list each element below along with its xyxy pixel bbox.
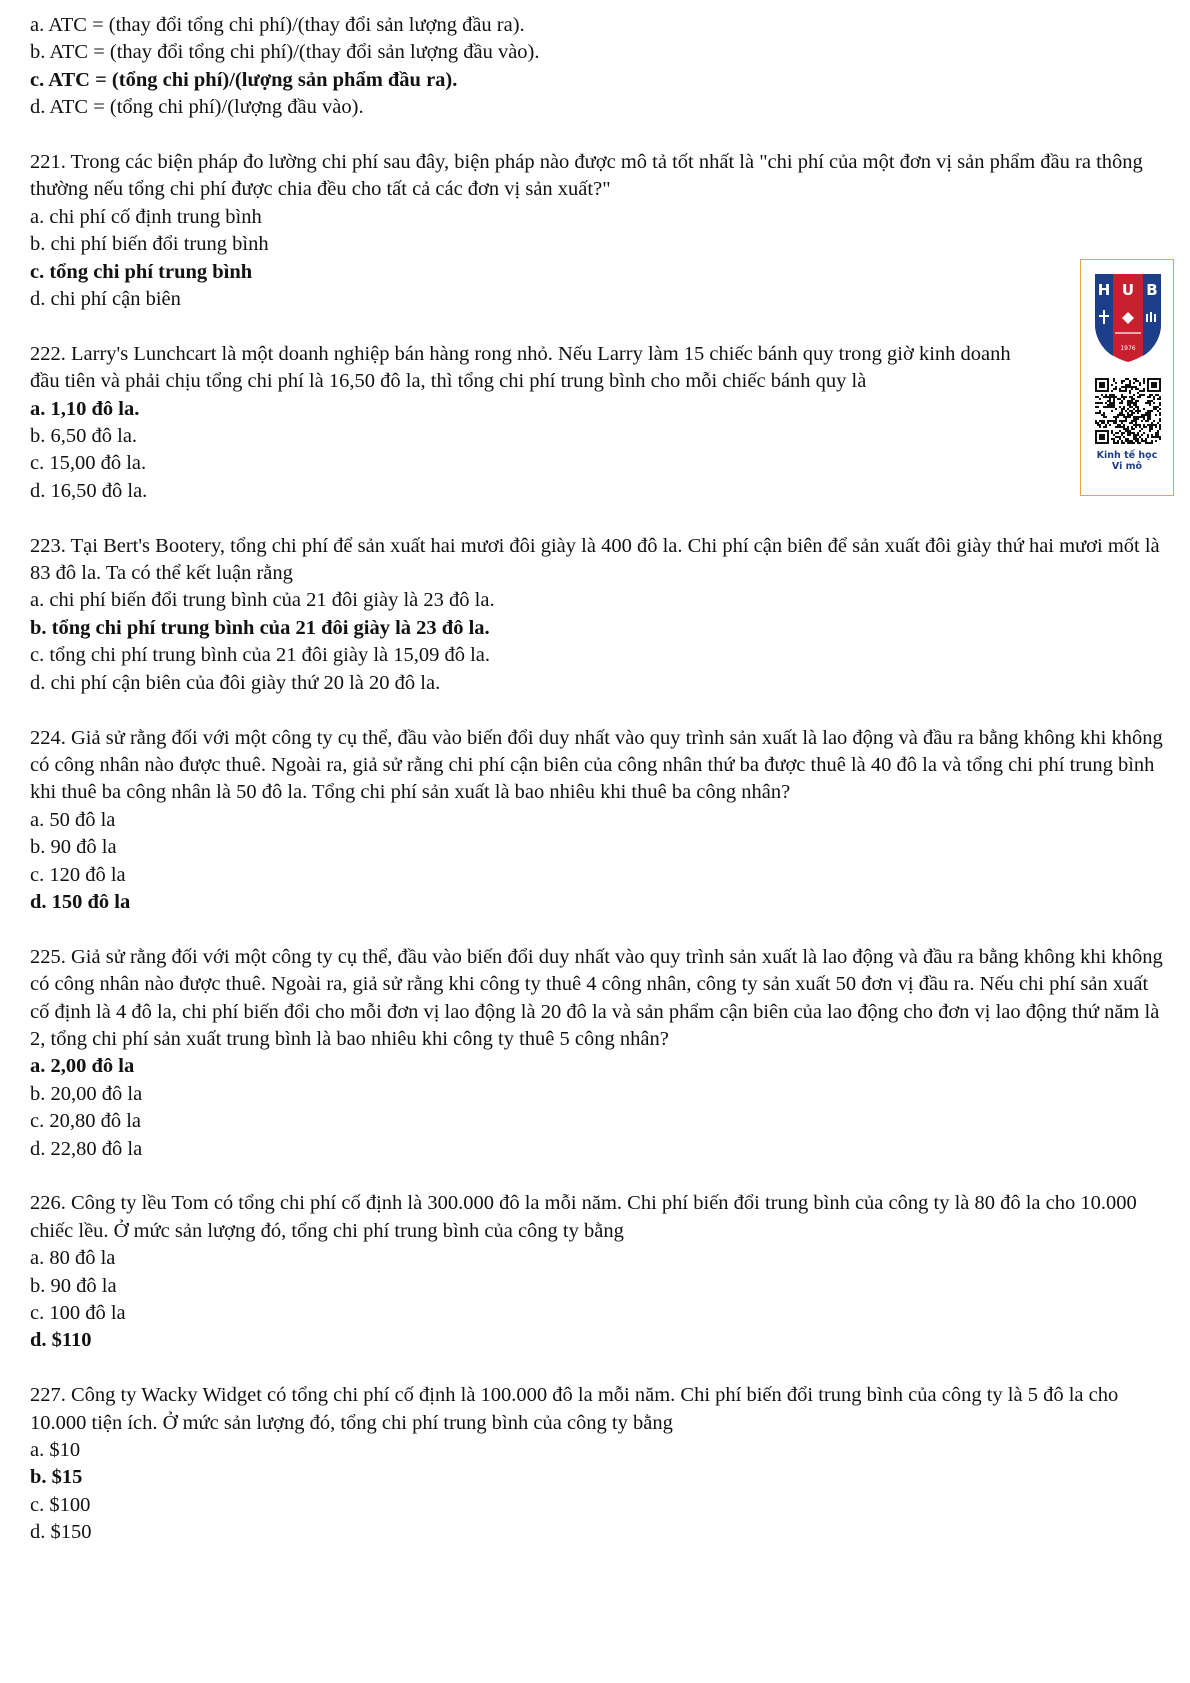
answer-option: b. 6,50 đô la. [30, 425, 138, 448]
qr-code-icon [1095, 378, 1161, 444]
answer-option: a. $10 [30, 1439, 81, 1462]
question-text: 226. Công ty lều Tom có tổng chi phí cố định là 300.000 đô la mỗi năm. Chi phí biến đổi trung bình của công ty là 80 đô la cho 10.000 chiếc lều. Ở mức sản lượng đó, tổng chi phí trung bình của công ty bằng [30, 1192, 1137, 1242]
spacer [30, 697, 1170, 724]
answer-option: b. tổng chi phí trung bình của 21 đôi giày là 23 đô la. [30, 616, 490, 639]
badge-subject-line1: Kinh tế học [1096, 450, 1158, 461]
answer-option: d. chi phí cận biên của đôi giày thứ 20 là 20 đô la. [30, 671, 441, 694]
badge-subject-line2: Vi mô [1111, 461, 1143, 472]
answer-option: b. ATC = (thay đổi tổng chi phí)/(thay đổi sản lượng đầu vào). [30, 41, 540, 64]
question-text: 225. Giả sử rằng đối với một công ty cụ thể, đầu vào biến đổi duy nhất vào quy trình sản xuất là lao động và đầu ra bằng không khi không có công nhân nào được thuê. Ngoài ra, giả sử rằng khi công ty thuê 4 công nhân, công ty sản xuất 50 đơn vị đầu ra. Nếu chi phí sản xuất cố định là 4 đô la, chi phí biến đổi cho mỗi đơn vị lao động là 20 đô la và sản phẩm cận biên của lao động cho đơn vị lao động thứ năm là 2, tổng chi phí sản xuất trung bình là bao nhiêu khi công ty thuê 5 công nhân? [30, 945, 1163, 1050]
answer-option: c. 20,80 đô la [30, 1110, 142, 1133]
answer-option: b. 90 đô la [30, 836, 117, 859]
answer-option: c. $100 [30, 1493, 91, 1516]
spacer [30, 1355, 1170, 1382]
badge-letter-h: H [1097, 281, 1111, 299]
answer-option: a. 50 đô la [30, 808, 116, 831]
answer-option: d. $150 [30, 1521, 92, 1544]
badge-letter-b: B [1146, 281, 1158, 299]
answer-option: a. chi phí biến đổi trung bình của 21 đôi giày là 23 đô la. [30, 589, 495, 612]
answer-option: c. tổng chi phí trung bình [30, 260, 253, 283]
question-text: 222. Larry's Lunchcart là một doanh nghiệp bán hàng rong nhỏ. Nếu Larry làm 15 chiếc bánh quy trong giờ kinh doanh đầu tiên và phải chịu tổng chi phí là 16,50 đô la, thì tổng chi phí trung bình cho mỗi chiếc bánh quy là [30, 342, 1011, 393]
answer-option: d. 22,80 đô la [30, 1137, 143, 1160]
answer-option: c. 100 đô la [30, 1302, 126, 1324]
hub-shield-icon [1093, 272, 1163, 364]
answer-option: b. chi phí biến đổi trung bình [30, 233, 269, 256]
hub-badge [1080, 259, 1174, 496]
answer-option: d. $110 [30, 1329, 92, 1352]
answer-option: c. tổng chi phí trung bình của 21 đôi giày là 15,09 đô la. [30, 644, 491, 667]
answer-option: c. ATC = (tổng chi phí)/(lượng sản phẩm đầu ra). [30, 68, 458, 91]
spacer [30, 122, 1170, 149]
question-text: 227. Công ty Wacky Widget có tổng chi phí cố định là 100.000 đô la mỗi năm. Chi phí biến đổi trung bình của công ty là 5 đô la cho 10.000 tiện ích. Ở mức sản lượng đó, tổng chi phí trung bình của công ty bằng [30, 1384, 1119, 1434]
spacer [30, 916, 1170, 943]
answer-option: a. 80 đô la [30, 1247, 116, 1270]
answer-option: a. ATC = (thay đổi tổng chi phí)/(thay đổi sản lượng đầu ra). [30, 14, 525, 36]
document-page [30, 12, 1170, 1547]
answer-option: b. 90 đô la [30, 1274, 117, 1297]
answer-option: c. 120 đô la [30, 863, 126, 886]
answer-option: a. chi phí cố định trung bình [30, 205, 262, 228]
answer-option: b. 20,00 đô la [30, 1082, 143, 1105]
answer-option: d. 16,50 đô la. [30, 479, 148, 502]
answer-option: d. ATC = (tổng chi phí)/(lượng đầu vào). [30, 96, 364, 119]
answer-option: d. 150 đô la [30, 890, 131, 913]
answer-option: a. 2,00 đô la [30, 1055, 135, 1078]
answer-option: b. $15 [30, 1466, 83, 1489]
answer-option: a. 1,10 đô la. [30, 397, 140, 420]
spacer [30, 505, 1170, 532]
spacer [30, 313, 1170, 340]
question-text: 224. Giả sử rằng đối với một công ty cụ thể, đầu vào biến đổi duy nhất vào quy trình sản xuất là lao động và đầu ra bằng không khi không có công nhân nào được thuê. Ngoài ra, giả sử rằng chi phí cận biên của công nhân thứ ba được thuê là 40 đô la và tổng chi phí trung bình khi thuê ba công nhân là 50 đô la. Tổng chi phí sản xuất là bao nhiêu khi thuê ba công nhân? [30, 726, 1163, 804]
badge-year: 1976 [1120, 345, 1136, 352]
spacer [30, 1163, 1170, 1190]
answer-option: c. 15,00 đô la. [30, 452, 147, 475]
answer-option: d. chi phí cận biên [30, 288, 181, 311]
question-text: 221. Trong các biện pháp đo lường chi phí sau đây, biện pháp nào được mô tả tốt nhất là "chi phí của một đơn vị sản phẩm đầu ra thông thường nếu tổng chi phí được chia đều cho tất cả các đơn vị sản xuất?" [30, 151, 1143, 201]
badge-letter-u: U [1121, 281, 1135, 299]
question-text: 223. Tại Bert's Bootery, tổng chi phí để sản xuất hai mươi đôi giày là 400 đô la. Chi phí cận biên để sản xuất đôi giày thứ hai mươi mốt là 83 đô la. Ta có thể kết luận rằng [30, 534, 1160, 585]
